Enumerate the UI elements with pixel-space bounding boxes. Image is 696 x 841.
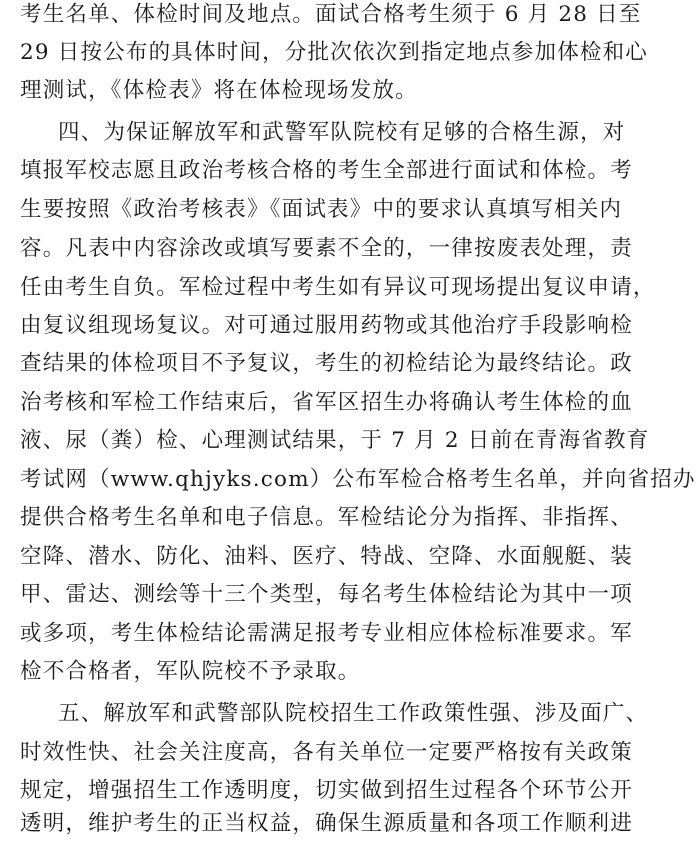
text-line-6: 生要按照《政治考核表》《面试表》中的要求认真填写相关内	[20, 197, 623, 222]
text-line-20: 时效性快、社会关注度高，各有关单位一定要严格按有关政策	[20, 740, 633, 765]
text-line-1: 考生名单、体检时间及地点。面试合格考生须于 6 月 28 日至	[20, 2, 642, 27]
text-line-16: 甲、雷达、测绘等十三个类型，每名考生体检结论为其中一项	[20, 582, 633, 607]
text-line-12: 液、尿（粪）检、心理测试结果，于 7 月 2 日前在青海省教育	[20, 428, 650, 453]
text-line-18: 检不合格者，军队院校不予录取。	[20, 659, 361, 684]
text-line-10: 查结果的体检项目不予复议，考生的初检结论为最终结论。政	[20, 351, 633, 376]
text-line-17: 或多项，考生体检结论需满足报考专业相应体检标准要求。军	[20, 621, 633, 646]
text-line-19: 五、解放军和武警部队院校招生工作政策性强、涉及面广、	[58, 701, 649, 726]
text-line-22: 透明，维护考生的正当权益，确保生源质量和各项工作顺利进	[20, 811, 633, 836]
text-line-14: 提供合格考生名单和电子信息。军检结论分为指挥、非指挥、	[20, 505, 633, 530]
text-line-21: 规定，增强招生工作透明度，切实做到招生过程各个环节公开	[20, 778, 633, 803]
text-line-3: 理测试，《体检表》将在体检现场发放。	[20, 78, 418, 103]
text-line-4: 四、为保证解放军和武警军队院校有足够的合格生源，对	[58, 120, 626, 145]
text-line-2: 29 日按公布的具体时间，分批次依次到指定地点参加体检和心	[20, 40, 648, 65]
text-line-15: 空降、潜水、防化、油料、医疗、特战、空降、水面舰艇、装	[20, 544, 633, 569]
text-line-13: 考试网（www.qhjyks.com）公布军检合格考生名单，并向省招办	[20, 467, 696, 492]
text-line-8: 任由考生自负。军检过程中考生如有异议可现场提出复议申请，	[20, 275, 656, 300]
text-line-7: 容。凡表中内容涂改或填写要素不全的，一律按废表处理，责	[20, 236, 633, 261]
text-line-5: 填报军校志愿且政治考核合格的考生全部进行面试和体检。考	[20, 158, 633, 183]
text-line-9: 由复议组现场复议。对可通过服用药物或其他治疗手段影响检	[20, 313, 633, 338]
text-line-11: 治考核和军检工作结束后，省军区招生办将确认考生体检的血	[20, 390, 633, 415]
